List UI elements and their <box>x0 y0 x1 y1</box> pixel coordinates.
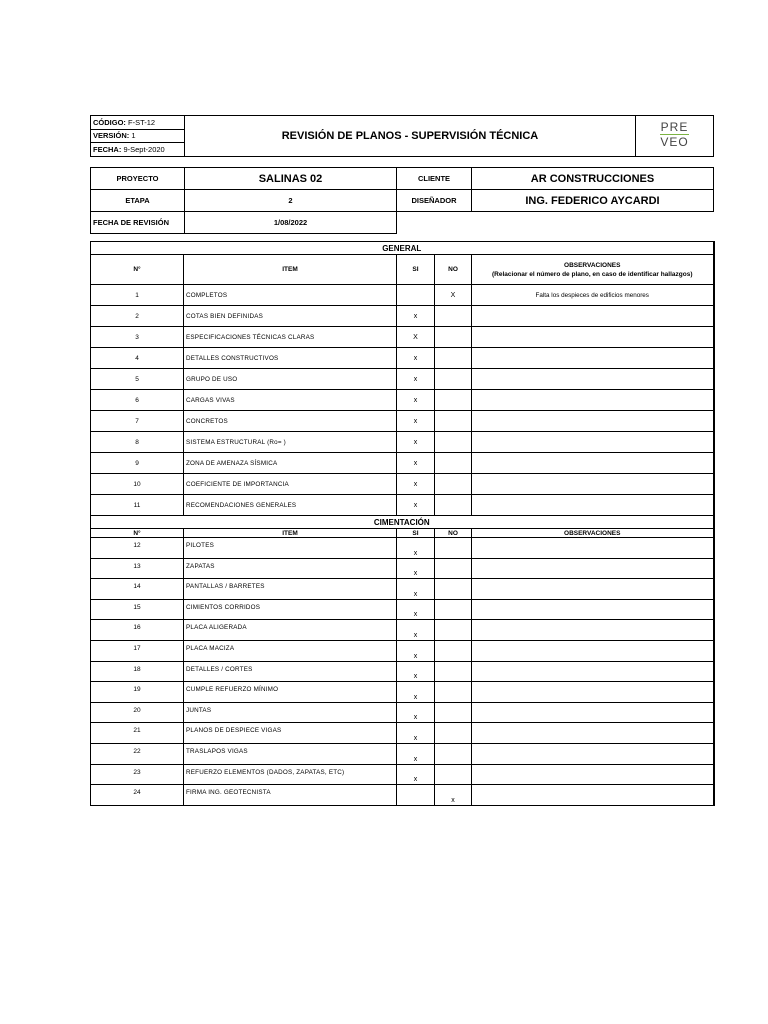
codigo-cell <box>91 116 185 130</box>
row-no-checkbox[interactable] <box>435 327 472 348</box>
row-observaciones[interactable] <box>472 723 714 744</box>
row-si-checkbox[interactable]: x <box>397 764 435 785</box>
row-observaciones[interactable] <box>472 620 714 641</box>
col-header-number: N° <box>91 255 184 285</box>
logo-text-top: PRE <box>660 120 689 134</box>
row-number: 21 <box>91 723 184 744</box>
row-number: 10 <box>91 474 184 495</box>
project-info <box>90 167 714 234</box>
logo-text-bottom: VEO <box>660 135 689 149</box>
table-row <box>91 785 714 806</box>
row-item: SISTEMA ESTRUCTURAL (Ro= ) <box>184 432 397 453</box>
row-no-checkbox[interactable] <box>435 538 472 559</box>
table-row <box>91 348 714 369</box>
row-si-checkbox[interactable] <box>397 285 435 306</box>
row-number: 20 <box>91 702 184 723</box>
row-item: COTAS BIEN DEFINIDAS <box>184 306 397 327</box>
col-header-item: ITEM <box>184 529 397 538</box>
checklist-table <box>90 241 715 806</box>
row-si-checkbox[interactable]: x <box>397 474 435 495</box>
observaciones-title: OBSERVACIONES <box>564 261 621 269</box>
table-row <box>91 620 714 641</box>
general-section-title: GENERAL <box>91 242 714 255</box>
row-si-checkbox[interactable]: x <box>397 558 435 579</box>
row-observaciones[interactable] <box>472 785 714 806</box>
row-item: GRUPO DE USO <box>184 369 397 390</box>
row-item: PLACA MACIZA <box>184 640 397 661</box>
row-no-checkbox[interactable]: X <box>435 285 472 306</box>
row-number: 9 <box>91 453 184 474</box>
row-number: 7 <box>91 411 184 432</box>
row-no-checkbox[interactable] <box>435 682 472 703</box>
row-no-checkbox[interactable] <box>435 620 472 641</box>
row-no-checkbox[interactable] <box>435 640 472 661</box>
row-observaciones[interactable] <box>472 558 714 579</box>
fecha-label: FECHA: <box>93 145 122 155</box>
row-no-checkbox[interactable] <box>435 702 472 723</box>
row-item: CARGAS VIVAS <box>184 390 397 411</box>
document-header <box>90 115 714 157</box>
table-row <box>91 599 714 620</box>
row-observaciones[interactable] <box>472 369 714 390</box>
row-si-checkbox[interactable]: x <box>397 369 435 390</box>
table-row <box>91 702 714 723</box>
proyecto-label: PROYECTO <box>91 168 185 190</box>
row-number: 3 <box>91 327 184 348</box>
row-item: DETALLES CONSTRUCTIVOS <box>184 348 397 369</box>
proyecto-value: SALINAS 02 <box>185 168 397 190</box>
row-no-checkbox[interactable] <box>435 306 472 327</box>
row-number: 4 <box>91 348 184 369</box>
etapa-label: ETAPA <box>91 190 185 212</box>
col-header-observaciones <box>472 255 714 285</box>
version-label: VERSIÓN: <box>93 131 130 141</box>
row-no-checkbox[interactable] <box>435 743 472 764</box>
row-no-checkbox[interactable] <box>435 661 472 682</box>
row-si-checkbox[interactable]: x <box>397 538 435 559</box>
row-number: 22 <box>91 743 184 764</box>
table-row <box>91 682 714 703</box>
row-si-checkbox[interactable]: x <box>397 348 435 369</box>
row-observaciones[interactable] <box>472 306 714 327</box>
row-number: 23 <box>91 764 184 785</box>
row-number: 14 <box>91 579 184 600</box>
company-logo <box>636 116 714 157</box>
row-si-checkbox[interactable]: x <box>397 702 435 723</box>
table-row <box>91 411 714 432</box>
row-observaciones[interactable] <box>472 474 714 495</box>
codigo-label: CÓDIGO: <box>93 117 126 127</box>
row-si-checkbox[interactable]: x <box>397 453 435 474</box>
row-item: CONCRETOS <box>184 411 397 432</box>
row-si-checkbox[interactable]: x <box>397 682 435 703</box>
row-observaciones[interactable] <box>472 640 714 661</box>
cimentacion-section-title: CIMENTACIÓN <box>91 516 714 529</box>
row-item: FIRMA ING. GEOTECNISTA <box>184 785 397 806</box>
row-no-checkbox[interactable] <box>435 764 472 785</box>
table-row <box>91 764 714 785</box>
col-header-si: SI <box>397 529 435 538</box>
row-item: ZONA DE AMENAZA SÍSMICA <box>184 453 397 474</box>
cliente-value: AR CONSTRUCCIONES <box>472 168 714 190</box>
row-item: TRASLAPOS VIGAS <box>184 743 397 764</box>
row-number: 19 <box>91 682 184 703</box>
row-observaciones[interactable] <box>472 682 714 703</box>
row-no-checkbox[interactable] <box>435 369 472 390</box>
row-observaciones[interactable] <box>472 743 714 764</box>
table-row <box>91 640 714 661</box>
fecha-revision-label: FECHA DE REVISIÓN <box>91 212 185 234</box>
row-no-checkbox[interactable] <box>435 723 472 744</box>
row-no-checkbox[interactable] <box>435 599 472 620</box>
col-header-number: N° <box>91 529 184 538</box>
table-row <box>91 285 714 306</box>
row-item: ESPECIFICACIONES TÉCNICAS CLARAS <box>184 327 397 348</box>
row-number: 12 <box>91 538 184 559</box>
row-si-checkbox[interactable]: x <box>397 579 435 600</box>
table-row <box>91 306 714 327</box>
empty-cell <box>397 212 714 234</box>
row-si-checkbox[interactable]: x <box>397 599 435 620</box>
row-item: ZAPATAS <box>184 558 397 579</box>
row-observaciones[interactable] <box>472 453 714 474</box>
row-number: 16 <box>91 620 184 641</box>
row-item: COMPLETOS <box>184 285 397 306</box>
row-number: 17 <box>91 640 184 661</box>
row-no-checkbox[interactable] <box>435 474 472 495</box>
table-row <box>91 432 714 453</box>
table-row <box>91 474 714 495</box>
row-si-checkbox[interactable]: x <box>397 432 435 453</box>
col-header-observaciones: OBSERVACIONES <box>472 529 714 538</box>
row-item: PLANOS DE DESPIECE VIGAS <box>184 723 397 744</box>
row-no-checkbox[interactable] <box>435 348 472 369</box>
row-number: 18 <box>91 661 184 682</box>
row-item: REFUERZO ELEMENTOS (DADOS, ZAPATAS, ETC) <box>184 764 397 785</box>
fecha-value: 9-Sept-2020 <box>123 145 165 155</box>
row-observaciones[interactable] <box>472 764 714 785</box>
row-no-checkbox[interactable] <box>435 390 472 411</box>
row-observaciones[interactable] <box>472 599 714 620</box>
row-item: DETALLES / CORTES <box>184 661 397 682</box>
row-item: CUMPLE REFUERZO MÍNIMO <box>184 682 397 703</box>
table-row <box>91 661 714 682</box>
row-si-checkbox[interactable]: x <box>397 620 435 641</box>
row-si-checkbox[interactable]: x <box>397 411 435 432</box>
row-observaciones[interactable] <box>472 327 714 348</box>
row-no-checkbox[interactable] <box>435 579 472 600</box>
table-row <box>91 743 714 764</box>
col-header-no: NO <box>435 255 472 285</box>
fecha-revision-value: 1/08/2022 <box>185 212 397 234</box>
row-item: PLACA ALIGERADA <box>184 620 397 641</box>
version-cell <box>91 129 185 143</box>
table-row <box>91 327 714 348</box>
row-observaciones[interactable] <box>472 702 714 723</box>
row-no-checkbox[interactable] <box>435 453 472 474</box>
table-row <box>91 538 714 559</box>
col-header-item: ITEM <box>184 255 397 285</box>
table-row <box>91 369 714 390</box>
row-number: 15 <box>91 599 184 620</box>
row-item: RECOMENDACIONES GENERALES <box>184 495 397 516</box>
row-observaciones[interactable] <box>472 661 714 682</box>
table-row <box>91 390 714 411</box>
row-si-checkbox[interactable] <box>397 785 435 806</box>
row-no-checkbox[interactable] <box>435 411 472 432</box>
row-number: 2 <box>91 306 184 327</box>
table-row <box>91 495 714 516</box>
row-si-checkbox[interactable]: x <box>397 661 435 682</box>
observaciones-subtitle: (Relacionar el número de plano, en caso de identificar hallazgos) <box>492 270 693 278</box>
row-item: CIMIENTOS CORRIDOS <box>184 599 397 620</box>
table-row <box>91 579 714 600</box>
row-no-checkbox[interactable] <box>435 558 472 579</box>
row-item: COEFICIENTE DE IMPORTANCIA <box>184 474 397 495</box>
table-row <box>91 453 714 474</box>
row-si-checkbox[interactable]: x <box>397 390 435 411</box>
row-number: 24 <box>91 785 184 806</box>
row-si-checkbox[interactable]: x <box>397 723 435 744</box>
row-observaciones[interactable] <box>472 538 714 559</box>
table-row <box>91 723 714 744</box>
row-observaciones[interactable] <box>472 579 714 600</box>
col-header-si: SI <box>397 255 435 285</box>
disenador-label: DISEÑADOR <box>397 190 472 212</box>
row-observaciones[interactable] <box>472 390 714 411</box>
row-no-checkbox[interactable]: x <box>435 785 472 806</box>
row-no-checkbox[interactable] <box>435 432 472 453</box>
document-title: REVISIÓN DE PLANOS - SUPERVISIÓN TÉCNICA <box>185 116 636 157</box>
row-number: 6 <box>91 390 184 411</box>
cliente-label: CLIENTE <box>397 168 472 190</box>
row-si-checkbox[interactable]: x <box>397 743 435 764</box>
row-observaciones[interactable] <box>472 411 714 432</box>
codigo-value: F-ST-12 <box>128 117 156 127</box>
row-si-checkbox[interactable]: x <box>397 640 435 661</box>
table-row <box>91 558 714 579</box>
row-number: 11 <box>91 495 184 516</box>
row-item: PANTALLAS / BARRETES <box>184 579 397 600</box>
row-observaciones[interactable]: Falta los despieces de edificios menores <box>472 285 714 306</box>
row-no-checkbox[interactable] <box>435 495 472 516</box>
row-observaciones[interactable] <box>472 348 714 369</box>
row-number: 1 <box>91 285 184 306</box>
row-si-checkbox[interactable]: X <box>397 327 435 348</box>
fecha-cell <box>91 143 185 157</box>
row-observaciones[interactable] <box>472 432 714 453</box>
row-number: 13 <box>91 558 184 579</box>
row-observaciones[interactable] <box>472 495 714 516</box>
row-number: 8 <box>91 432 184 453</box>
row-item: JUNTAS <box>184 702 397 723</box>
col-header-no: NO <box>435 529 472 538</box>
disenador-value: ING. FEDERICO AYCARDI <box>472 190 714 212</box>
row-si-checkbox[interactable]: x <box>397 495 435 516</box>
version-value: 1 <box>131 131 136 141</box>
row-number: 5 <box>91 369 184 390</box>
etapa-value: 2 <box>185 190 397 212</box>
row-si-checkbox[interactable]: x <box>397 306 435 327</box>
row-item: PILOTES <box>184 538 397 559</box>
